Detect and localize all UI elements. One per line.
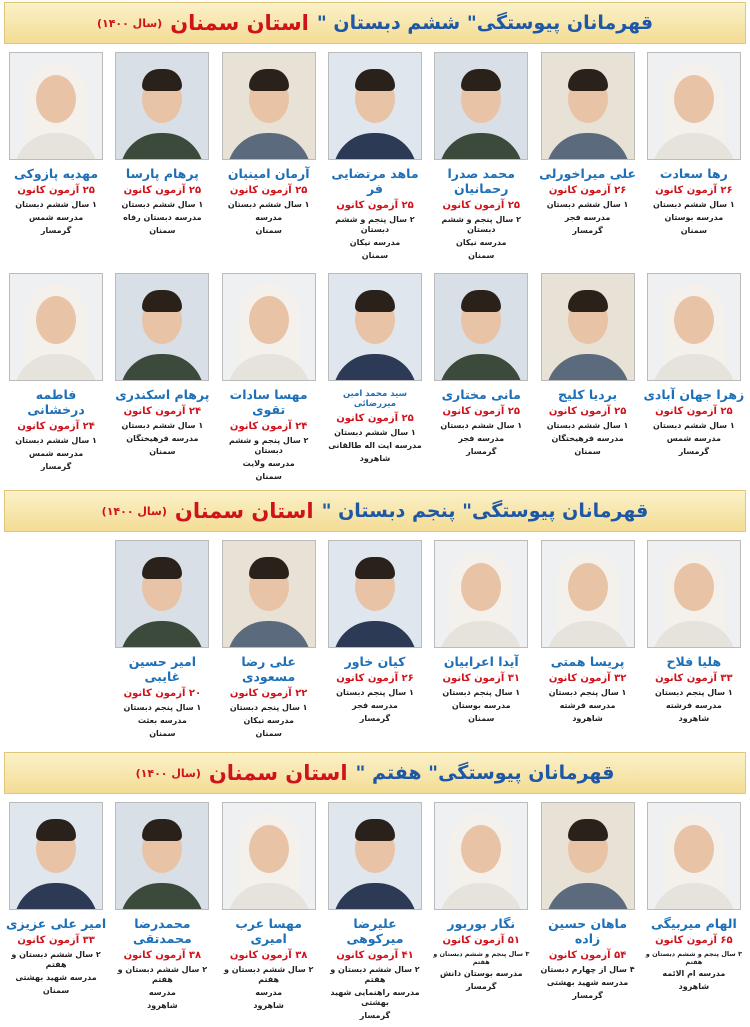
- photo-hair: [142, 69, 182, 91]
- student-card: [216, 534, 322, 739]
- photo-hair: [355, 290, 395, 312]
- banner-year: (سال ۱۴۰۰): [135, 766, 201, 780]
- photo-face: [461, 563, 501, 611]
- photo-hair: [461, 69, 501, 91]
- student-card: [641, 267, 747, 457]
- student-name: امیر علی عزیزی: [6, 916, 107, 931]
- student-name: علیرضا میرکوهی: [346, 916, 404, 946]
- student-photo: [222, 540, 316, 648]
- student-row: [0, 534, 750, 750]
- study-years: ۱ سال ششم دبستان: [440, 421, 523, 430]
- exam-count: ۵۴ آزمون کانون: [548, 950, 627, 961]
- study-years: ۳ سال پنجم و ششم دبستان و هفتم: [645, 950, 742, 967]
- student-name: پریسا همتی: [550, 654, 625, 669]
- city-name: سمنان: [149, 447, 176, 456]
- school-name: مدرسه: [148, 988, 176, 997]
- photo-body: [546, 883, 630, 910]
- photo-body: [546, 133, 630, 160]
- student-card: [428, 267, 534, 457]
- section-banner: [4, 490, 746, 532]
- student-card: [534, 534, 640, 724]
- banner-province: استان سمنان: [174, 499, 314, 523]
- student-card: [109, 46, 215, 236]
- student-name: زهرا جهان آبادی: [643, 387, 745, 402]
- school-name: مدرسه دبستان رفاه: [123, 213, 202, 222]
- exam-count: ۲۴ آزمون کانون: [229, 421, 308, 432]
- student-name: علی میراخورلی: [539, 166, 637, 181]
- student-name: علی رضا مسعودی: [241, 654, 296, 684]
- photo-hair: [142, 290, 182, 312]
- study-years: ۱ سال پنجم دبستان: [229, 703, 308, 712]
- study-years: ۲ سال پنجم و ششم دبستان: [335, 215, 415, 234]
- banner-province: استان سمنان: [170, 11, 309, 35]
- study-years: ۱ سال ششم دبستان: [546, 200, 629, 209]
- city-name: سمنان: [149, 729, 176, 738]
- exam-count: ۳۸ آزمون کانون: [123, 950, 202, 961]
- study-years: ۲ سال ششم دبستان و هفتم: [223, 965, 314, 984]
- city-name: گرمسار: [678, 447, 710, 456]
- student-row: [0, 796, 750, 1027]
- student-photo: [328, 273, 422, 381]
- photo-body: [227, 621, 311, 648]
- study-years: ۲ سال ششم دبستان و هفتم: [117, 965, 208, 984]
- photo-hair: [355, 819, 395, 841]
- student-name: نگار بوربور: [447, 916, 516, 931]
- student-card: [641, 534, 747, 724]
- photo-hair: [249, 557, 289, 579]
- student-card: [3, 267, 109, 472]
- photo-hair: [249, 69, 289, 91]
- student-photo: [647, 540, 741, 648]
- study-years: ۱ سال ششم دبستان: [546, 421, 629, 430]
- exam-count: ۲۵ آزمون کانون: [229, 185, 308, 196]
- exam-count: ۲۴ آزمون کانون: [17, 421, 95, 432]
- photo-hair: [568, 290, 608, 312]
- student-name: الهام میربیگی: [650, 916, 737, 931]
- student-photo: [115, 273, 209, 381]
- student-name: محمدرضا محمدتقی: [133, 916, 192, 946]
- banner-province: استان سمنان: [208, 761, 348, 785]
- exam-count: ۲۵ آزمون کانون: [336, 200, 414, 211]
- school-name: مدرسه بوستان دانش: [439, 969, 523, 979]
- photo-face: [674, 825, 714, 873]
- student-photo: [434, 52, 528, 160]
- exam-count: ۵۱ آزمون کانون: [442, 935, 521, 946]
- school-name: مدرسه شهید بهشتی: [15, 973, 97, 982]
- study-years: ۱ سال ششم دبستان: [15, 436, 97, 445]
- student-card: [428, 46, 534, 261]
- student-photo: [434, 802, 528, 910]
- study-years: ۱ سال پنجم دبستان: [548, 688, 627, 697]
- school-name: مدرسه شمس: [666, 434, 721, 443]
- school-name: مدرسه ام الائمه: [662, 969, 726, 979]
- school-name: مدرسه بوستان: [664, 213, 724, 222]
- student-card: [534, 267, 640, 457]
- study-years: ۱ سال پنجم دبستان: [442, 688, 521, 697]
- photo-body: [333, 354, 417, 381]
- student-row: [0, 267, 750, 488]
- exam-count: ۲۵ آزمون کانون: [17, 185, 95, 196]
- school-name: مدرسه شمس: [28, 449, 84, 458]
- study-years: ۱ سال ششم دبستان: [227, 200, 310, 209]
- photo-body: [439, 354, 523, 381]
- study-years: ۳ سال پنجم و ششم دبستان و هفتم: [433, 950, 530, 967]
- exam-count: ۲۶ آزمون کانون: [655, 185, 733, 196]
- photo-hair: [355, 69, 395, 91]
- student-photo: [647, 52, 741, 160]
- student-row: [0, 46, 750, 267]
- photo-hair: [142, 819, 182, 841]
- school-name: مدرسه فرشته: [665, 701, 722, 710]
- student-photo: [9, 802, 103, 910]
- photo-hair: [355, 557, 395, 579]
- exam-count: ۲۵ آزمون کانون: [655, 406, 733, 417]
- city-name: سمنان: [361, 251, 389, 260]
- exam-count: ۴۱ آزمون کانون: [336, 950, 414, 961]
- study-years: ۱ سال پنجم دبستان: [123, 703, 202, 712]
- student-photo: [222, 273, 316, 381]
- school-name: مدرسه نیکان: [349, 238, 401, 247]
- student-photo: [9, 273, 103, 381]
- exam-count: ۲۵ آزمون کانون: [548, 406, 627, 417]
- student-card: [534, 796, 640, 1001]
- student-name: آیدا اعرابیان: [443, 654, 519, 669]
- student-name: مانی مختاری: [441, 387, 521, 402]
- school-name: مدرسه راهنمایی شهید بهشتی: [330, 988, 420, 1007]
- student-photo: [222, 52, 316, 160]
- city-name: شاهرود: [572, 714, 603, 723]
- student-photo: [541, 52, 635, 160]
- student-photo: [115, 52, 209, 160]
- study-years: ۴ سال از چهارم دبستان: [540, 965, 635, 974]
- city-name: گرمسار: [359, 1011, 391, 1020]
- photo-hair: [142, 557, 182, 579]
- school-name: مدرسه بوستان: [451, 701, 511, 710]
- student-name: بردیا کلیج: [558, 387, 618, 402]
- photo-face: [249, 825, 289, 873]
- student-card: [322, 534, 428, 724]
- student-card: [216, 267, 322, 482]
- student-card: [428, 534, 534, 724]
- photo-body: [227, 133, 311, 160]
- city-name: گرمسار: [572, 226, 603, 235]
- exam-count: ۲۲ آزمون کانون: [229, 688, 308, 699]
- photo-hair: [568, 819, 608, 841]
- city-name: سمنان: [574, 447, 601, 456]
- student-photo: [115, 540, 209, 648]
- photo-body: [439, 133, 523, 160]
- photo-hair: [461, 290, 501, 312]
- photo-body: [333, 883, 417, 910]
- student-card: [322, 796, 428, 1021]
- city-name: شاهرود: [678, 714, 710, 723]
- photo-face: [249, 296, 289, 344]
- city-name: شاهرود: [678, 982, 710, 992]
- school-name: مدرسه نیکان: [456, 238, 507, 247]
- city-name: سمنان: [255, 226, 282, 235]
- school-name: مدرسه نیکان: [243, 716, 294, 725]
- student-card: [3, 796, 109, 996]
- exam-count: ۲۶ آزمون کانون: [336, 673, 414, 684]
- photo-body: [14, 883, 98, 910]
- photo-hair: [36, 819, 76, 841]
- city-name: سمنان: [468, 251, 495, 260]
- city-name: گرمسار: [466, 447, 497, 456]
- photo-body: [333, 133, 417, 160]
- student-card: [322, 46, 428, 261]
- poster: [0, 2, 750, 1027]
- study-years: ۲ سال ششم دبستان و هفتم: [330, 965, 420, 984]
- school-name: مدرسه فرهیختگان: [126, 434, 199, 443]
- city-name: سمنان: [42, 986, 70, 995]
- exam-count: ۲۵ آزمون کانون: [442, 200, 521, 211]
- student-card: [322, 267, 428, 464]
- student-card: [109, 796, 215, 1011]
- student-photo: [328, 52, 422, 160]
- student-photo: [328, 540, 422, 648]
- exam-count: ۳۱ آزمون کانون: [442, 673, 521, 684]
- study-years: ۲ سال پنجم و ششم دبستان: [228, 436, 309, 455]
- city-name: سمنان: [468, 714, 495, 723]
- student-photo: [541, 540, 635, 648]
- photo-body: [120, 133, 204, 160]
- school-name: مدرسه: [255, 988, 283, 997]
- city-name: گرمسار: [466, 982, 497, 992]
- exam-count: ۲۵ آزمون کانون: [123, 185, 202, 196]
- study-years: ۱ سال ششم دبستان: [15, 200, 97, 209]
- student-photo: [328, 802, 422, 910]
- student-photo: [434, 273, 528, 381]
- photo-face: [674, 75, 714, 123]
- exam-count: ۲۵ آزمون کانون: [336, 413, 414, 425]
- student-photo: [115, 802, 209, 910]
- study-years: ۲ سال ششم دبستان و هفتم: [11, 950, 101, 969]
- student-card: [3, 46, 109, 236]
- student-name: مهسا عرب امیری: [235, 916, 302, 946]
- section-banner: [4, 752, 746, 794]
- student-name: کیان خاور: [344, 654, 406, 669]
- school-name: مدرسه ولایت: [242, 459, 295, 468]
- banner-title: قهرمانان پیوستگی" هفتم ": [355, 762, 615, 784]
- student-photo: [434, 540, 528, 648]
- photo-body: [120, 883, 204, 910]
- banner-year: (سال ۱۴۰۰): [96, 16, 163, 30]
- student-name: آرمان امینیان: [227, 166, 310, 181]
- photo-face: [674, 563, 714, 611]
- school-name: مدرسه شهید بهشتی: [546, 978, 629, 987]
- school-name: مدرسه فجر: [564, 213, 611, 222]
- school-name: مدرسه فجر: [352, 701, 398, 710]
- city-name: گرمسار: [40, 226, 72, 235]
- exam-count: ۲۵ آزمون کانون: [442, 406, 521, 417]
- student-card: [641, 46, 747, 236]
- banner-title: قهرمانان پیوستگی" پنجم دبستان ": [321, 500, 649, 522]
- student-card: [216, 46, 322, 236]
- school-name: مدرسه شمس: [28, 213, 84, 222]
- photo-body: [120, 621, 204, 648]
- student-card: [109, 534, 215, 739]
- banner-title: قهرمانان پیوستگی" ششم دبستان ": [316, 12, 654, 34]
- student-name: مهدیه پازوکی: [14, 166, 99, 181]
- student-name: پرهام اسکندری: [115, 387, 210, 402]
- study-years: ۱ سال پنجم دبستان: [336, 688, 414, 697]
- photo-hair: [568, 69, 608, 91]
- school-name: مدرسه فرهیختگان: [551, 434, 624, 443]
- study-years: ۲ سال پنجم و ششم دبستان: [441, 215, 521, 234]
- city-name: شاهرود: [147, 1001, 178, 1010]
- student-name: سید محمد امین میررضائی: [342, 389, 407, 410]
- city-name: گرمسار: [359, 714, 391, 723]
- student-card: [109, 267, 215, 457]
- school-name: مدرسه بعثت: [137, 716, 187, 725]
- student-card: [534, 46, 640, 236]
- study-years: ۱ سال ششم دبستان: [121, 200, 204, 209]
- student-name: فاطمه درخشانی: [27, 387, 85, 417]
- study-years: ۱ سال پنجم دبستان: [655, 688, 733, 697]
- exam-count: ۳۲ آزمون کانون: [548, 673, 627, 684]
- student-name: هلیا فلاح: [666, 654, 722, 669]
- student-name: رها سعادت: [659, 166, 728, 181]
- city-name: گرمسار: [572, 991, 603, 1000]
- exam-count: ۳۳ آزمون کانون: [655, 673, 733, 684]
- student-name: محمد صدرا رحمانیان: [447, 166, 515, 196]
- student-name: ماهد مرتضایی فر: [331, 166, 419, 196]
- photo-face: [36, 296, 76, 344]
- photo-face: [568, 563, 608, 611]
- exam-count: ۳۳ آزمون کانون: [17, 935, 95, 946]
- exam-count: ۲۰ آزمون کانون: [123, 688, 202, 699]
- section-banner: [4, 2, 746, 44]
- photo-face: [36, 75, 76, 123]
- city-name: شاهرود: [359, 454, 391, 464]
- city-name: سمنان: [149, 226, 176, 235]
- school-name: مدرسه ایت اله طالقانی: [328, 441, 422, 451]
- city-name: سمنان: [680, 226, 708, 235]
- student-photo: [541, 802, 635, 910]
- photo-face: [674, 296, 714, 344]
- study-years: ۱ سال ششم دبستان: [653, 421, 735, 430]
- school-name: مدرسه فجر: [458, 434, 505, 443]
- study-years: ۱ سال ششم دبستان: [653, 200, 735, 209]
- banner-year: (سال ۱۴۰۰): [101, 504, 167, 518]
- city-name: گرمسار: [40, 462, 72, 471]
- school-name: مدرسه فرشته: [559, 701, 616, 710]
- city-name: سمنان: [255, 472, 282, 481]
- student-card: [641, 796, 747, 992]
- student-photo: [541, 273, 635, 381]
- photo-body: [333, 621, 417, 648]
- city-name: سمنان: [255, 729, 282, 738]
- photo-face: [461, 825, 501, 873]
- photo-body: [546, 354, 630, 381]
- student-name: مهسا سادات تقوی: [229, 387, 308, 417]
- study-years: ۱ سال ششم دبستان: [121, 421, 204, 430]
- photo-body: [120, 354, 204, 381]
- student-photo: [222, 802, 316, 910]
- student-name: ماهان حسین زاده: [548, 916, 627, 946]
- student-photo: [647, 802, 741, 910]
- exam-count: ۶۵ آزمون کانون: [655, 935, 733, 946]
- student-photo: [647, 273, 741, 381]
- exam-count: ۳۸ آزمون کانون: [229, 950, 308, 961]
- city-name: شاهرود: [253, 1001, 284, 1010]
- student-name: پرهام پارسا: [125, 166, 199, 181]
- student-card: [216, 796, 322, 1011]
- student-card: [428, 796, 534, 992]
- student-photo: [9, 52, 103, 160]
- student-name: امیر حسین غایبی: [128, 654, 197, 684]
- exam-count: ۲۴ آزمون کانون: [123, 406, 202, 417]
- school-name: مدرسه: [255, 213, 283, 222]
- study-years: ۱ سال ششم دبستان: [334, 428, 416, 438]
- exam-count: ۲۶ آزمون کانون: [548, 185, 627, 196]
